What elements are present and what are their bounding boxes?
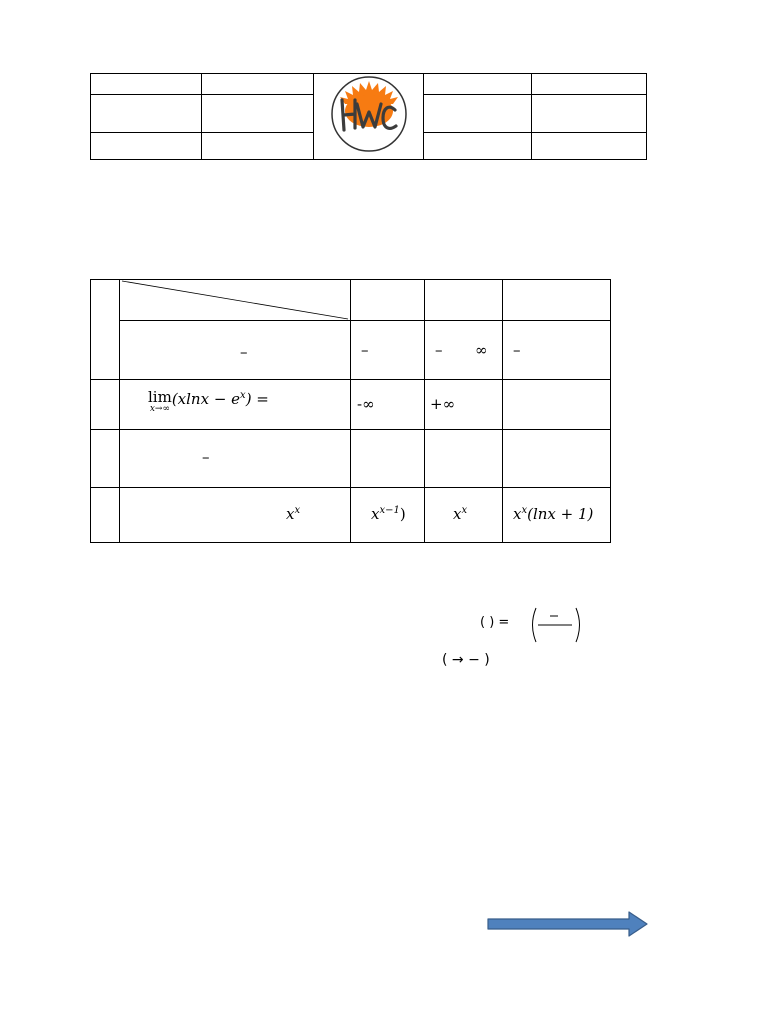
header-cell (202, 95, 314, 133)
header-cell (532, 74, 647, 95)
option-header-cell (351, 280, 425, 321)
question-cell (120, 430, 351, 488)
hwc-logo (329, 74, 409, 154)
option-header-cell (503, 280, 611, 321)
header-cell (532, 95, 647, 133)
question-cell (120, 321, 351, 380)
question-table (90, 279, 611, 543)
option-cell (425, 430, 503, 488)
option-cell (351, 380, 425, 430)
option-cell (351, 488, 425, 543)
option-a-value: -∞ (357, 395, 375, 413)
fraction-bar: – (202, 448, 210, 466)
header-cell (202, 74, 314, 95)
option-a-value: $x^{x-1}$) (371, 505, 406, 523)
minus-sign: – (513, 341, 521, 359)
option-cell (503, 380, 611, 430)
header-cell (202, 133, 314, 160)
minus-sign: – (435, 341, 443, 359)
option-cell (351, 430, 425, 488)
infinity-symbol: ∞ (475, 341, 488, 359)
minus-sign: – (361, 341, 369, 359)
option-cell (425, 321, 503, 380)
next-arrow-icon[interactable] (487, 911, 649, 937)
option-cell (425, 380, 503, 430)
logo-cell (314, 74, 424, 160)
header-cell (91, 74, 202, 95)
header-cell (424, 95, 532, 133)
question-cell (120, 488, 351, 543)
option-cell (503, 430, 611, 488)
option-header-cell (425, 280, 503, 321)
corner-header-cell (120, 280, 351, 321)
row-number-cell (91, 380, 120, 430)
header-cell (91, 133, 202, 160)
row-number-cell (91, 280, 120, 380)
option-cell (503, 321, 611, 380)
header-cell (424, 74, 532, 95)
header-cell (532, 133, 647, 160)
row-number-cell (91, 430, 120, 488)
option-b-value: +∞ (430, 395, 456, 413)
option-cell (425, 488, 503, 543)
option-cell (503, 488, 611, 543)
bracketed-fraction (528, 605, 584, 645)
logo-text: HWC (368, 150, 371, 151)
fraction-bar: – (240, 343, 248, 361)
diagonal-divider (120, 280, 350, 320)
row-number-cell (91, 488, 120, 543)
option-cell (351, 321, 425, 380)
question-cell (120, 380, 351, 430)
option-c-value: $x^x(\ln x + 1)$ (513, 505, 594, 523)
limit-expression: lim x→∞ $(xlnx - e^x)$ = (148, 388, 269, 414)
header-table (90, 73, 647, 160)
header-cell (91, 95, 202, 133)
formula-fragment: ( ) = (480, 615, 510, 630)
question-power: $x^x$ (286, 505, 301, 523)
formula-fragment: ( → − ) (442, 652, 490, 668)
option-b-value: $x^x$ (453, 505, 468, 523)
header-cell (424, 133, 532, 160)
